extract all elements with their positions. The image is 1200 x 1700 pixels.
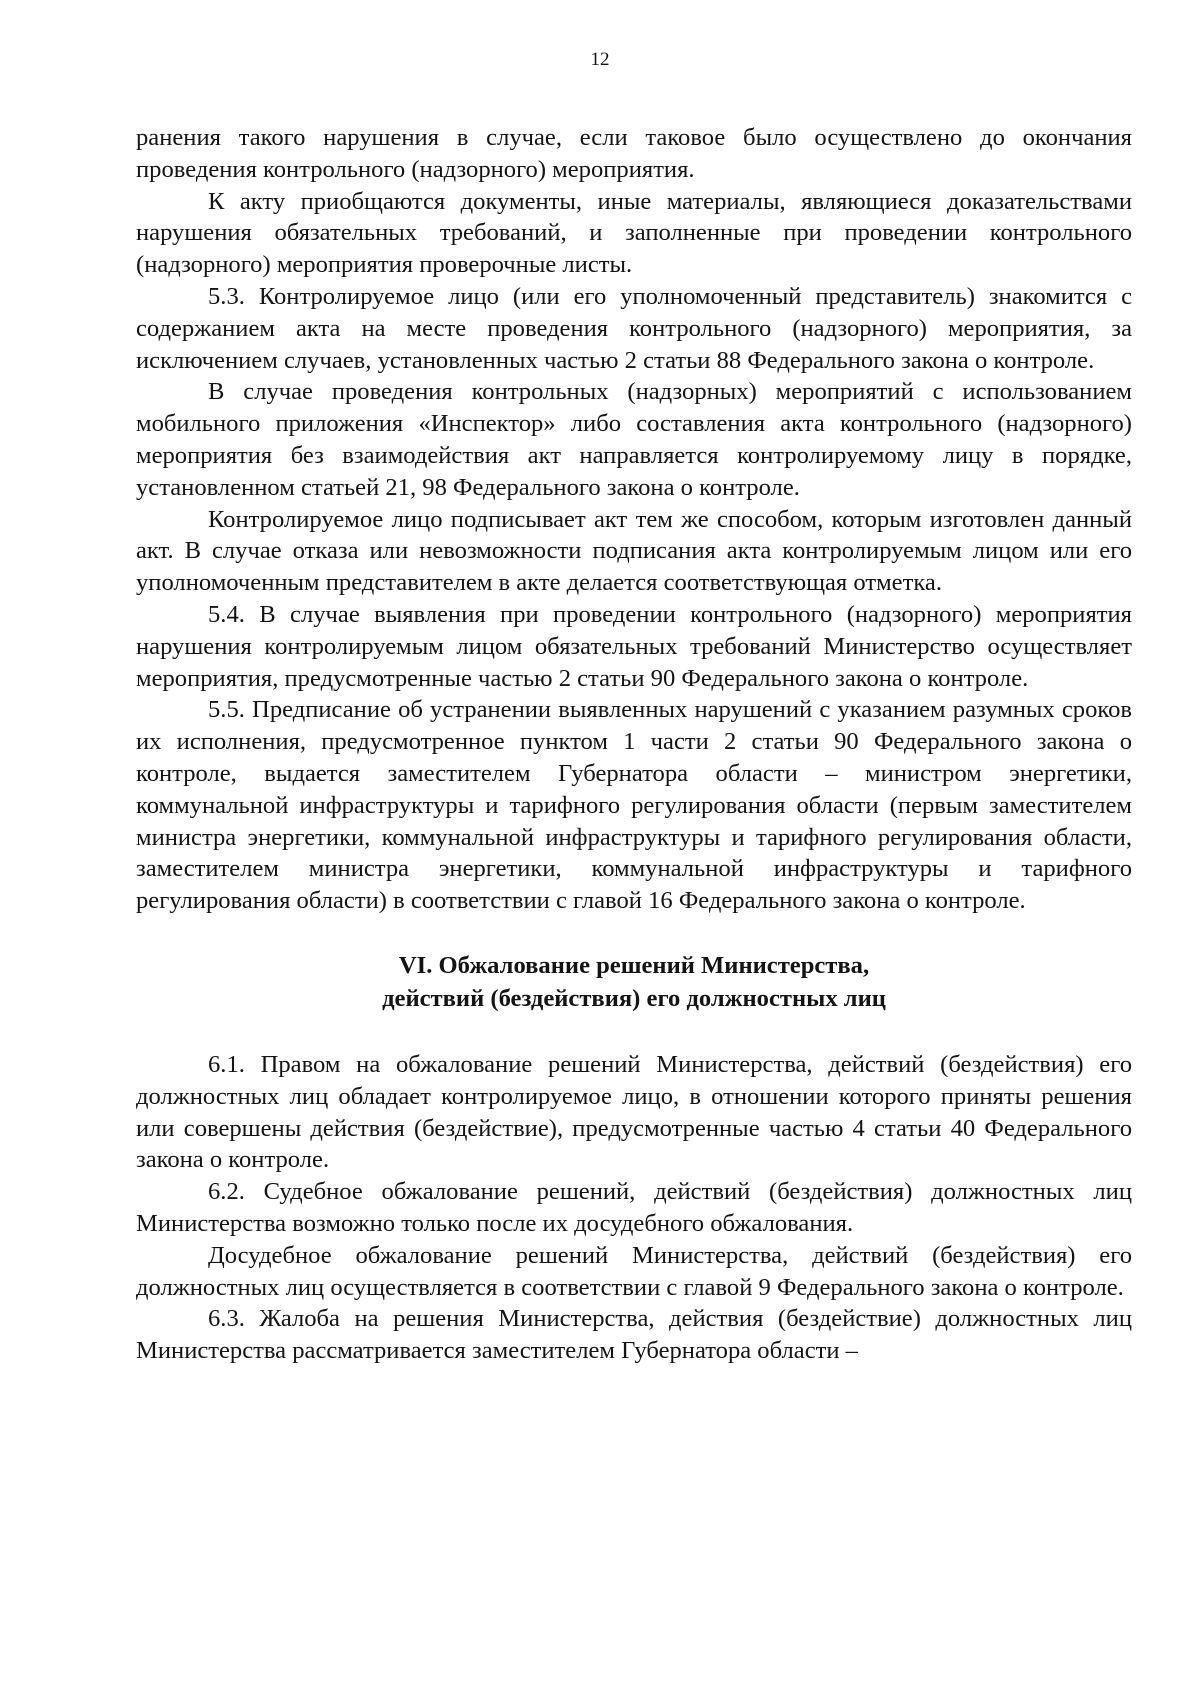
section-heading-line-2: действий (бездействия) его должностных лиц [382,984,886,1012]
paragraph-6-3: 6.3. Жалоба на решения Министерства, действия (бездействие) должностных лиц Министерства рассматривается заместителем Губернатора области – [136,1305,1132,1365]
paragraph: Досудебное обжалование решений Министерства, действий (бездействия) его должностных лиц осуществляется в соответствии с главой 9 Федерального закона о контроле. [136,1241,1132,1301]
paragraph: Контролируемое лицо подписывает акт тем же способом, которым изготовлен данный акт. В случае отказа или невозможности подписания акта контролируемым лицом или его уполномоченным представителем в акте делается соответствующая отметка. [136,505,1132,597]
paragraph-5-3: 5.3. Контролируемое лицо (или его уполномоченный представитель) знакомится с содержанием акта на месте проведения контрольного (надзорного) мероприятия, за исключением случаев, установленных частью 2 статьи 88 Федерального закона о контроле. [136,282,1132,374]
paragraph-5-5: 5.5. Предписание об устранении выявленных нарушений с указанием разумных сроков их исполнения, предусмотренное пунктом 1 части 2 статьи 90 Федерального закона о контроле, выдается заместителем Губернатора области – министром энергетики, коммунальной инфраструктуры и тарифного регулирования области (первым заместителем министра энергетики, коммунальной инфраструктуры и тарифного регулирования области, заместителем министра энергетики, коммунальной инфраструктуры и тарифного регулирования области) в соответствии с главой 16 Федерального закона о контроле. [136,696,1132,915]
section-heading [136,949,1132,1015]
paragraph-continuation: ранения такого нарушения в случае, если таковое было осуществлено до окончания проведения контрольного (надзорного) мероприятия. [136,124,1132,183]
paragraph-6-1: 6.1. Правом на обжалование решений Министерства, действий (бездействия) его должностных лиц обладает контролируемое лицо, в отношении которого приняты решения или совершены действия (бездействие), предусмотренные частью 4 статьи 40 Федерального закона о контроле. [136,1050,1132,1174]
section-heading-line-1: VI. Обжалование решений Министерства, [398,951,870,979]
paragraph: В случае проведения контрольных (надзорных) мероприятий с использованием мобильного приложения «Инспектор» либо составления акта контрольного (надзорного) мероприятия без взаимодействия акт направляется контролируемому лицу в порядке, установленном статьей 21, 98 Федерального закона о контроле. [136,378,1132,501]
paragraph-6-2: 6.2. Судебное обжалование решений, действий (бездействия) должностных лиц Министерства возможно только после их досудебного обжалования. [136,1178,1132,1237]
page-number: 12 [590,49,610,70]
paragraph-5-4: 5.4. В случае выявления при проведении контрольного (надзорного) мероприятия нарушения контролируемым лицом обязательных требований Министерство осуществляет мероприятия, предусмотренные частью 2 статьи 90 Федерального закона о контроле. [136,600,1132,692]
document-body [136,122,1132,1367]
paragraph: К акту приобщаются документы, иные материалы, являющиеся доказательствами нарушения обязательных требований, и заполненные при проведении контрольного (надзорного) мероприятия проверочные листы. [136,187,1132,279]
